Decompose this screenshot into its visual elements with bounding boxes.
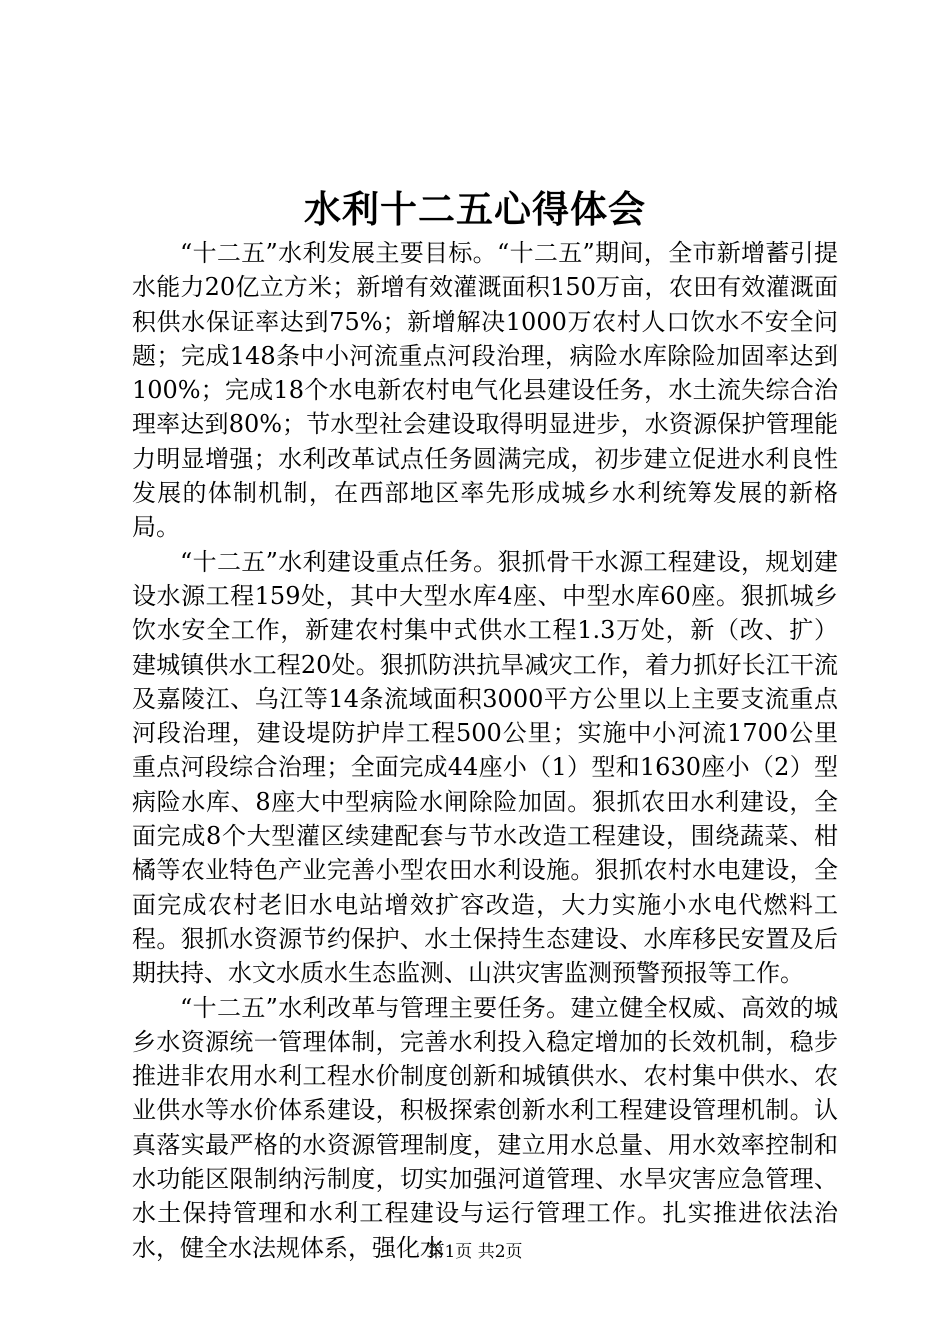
paragraph-goals: “十二五”水利发展主要目标。“十二五”期间，全市新增蓄引提水能力20亿立方米；新增有效灌溉面积150万亩，农田有效灌溉面积供水保证率达到75%；新增解决1000万农村人口饮水不安全问题；完成148条中小河流重点河段治理，病险水库除险加固率达到100%；完成18个水电新农村电气化县建设任务，水土流失综合治理率达到80%；节水型社会建设取得明显进步，水资源保护管理能力明显增强；水利改革试点任务圆满完成，初步建立促进水利良性发展的体制机制，在西部地区率先形成城乡水利统筹发展的新格局。	[132, 239, 838, 542]
paragraph-construction-tasks: “十二五”水利建设重点任务。狠抓骨干水源工程建设，规划建设水源工程159处，其中大型水库4座、中型水库60座。狠抓城乡饮水安全工作，新建农村集中式供水工程1.3万处，新（改、扩）建城镇供水工程20处。狠抓防洪抗旱减灾工作，着力抓好长江干流及嘉陵江、乌江等14条流域面积3000平方公里以上主要支流重点河段治理，建设堤防护岸工程500公里；实施中小河流1700公里重点河段综合治理；全面完成44座小（1）型和1630座小（2）型病险水库、8座大中型病险水闸除险加固。狠抓农田水利建设，全面完成8个大型灌区续建配套与节水改造工程建设，围绕蔬菜、柑橘等农业特色产业完善小型农田水利设施。狠抓农村水电建设，全面完成农村老旧水电站增效扩容改造，大力实施小水电代燃料工程。狠抓水资源节约保护、水土保持生态建设、水库移民安置及后期扶持、水文水质水生态监测、山洪灾害监测预警预报等工作。	[132, 547, 838, 988]
document-title: 水利十二五心得体会	[304, 187, 646, 231]
document-body	[132, 236, 838, 1265]
page-footer: 第1页 共2页	[427, 1242, 523, 1262]
paragraph-reform-tasks: “十二五”水利改革与管理主要任务。建立健全权威、高效的城乡水资源统一管理体制，完善水利投入稳定增加的长效机制，稳步推进非农用水利工程水价制度创新和城镇供水、农村集中供水、农业供水等水价体系建设，积极探索创新水利工程建设管理机制。认真落实最严格的水资源管理制度，建立用水总量、用水效率控制和水功能区限制纳污制度，切实加强河道管理、水旱灾害应急管理、水土保持管理和水利工程建设与运行管理工作。扎实推进依法治水，健全水法规体系，强化水	[132, 993, 838, 1262]
